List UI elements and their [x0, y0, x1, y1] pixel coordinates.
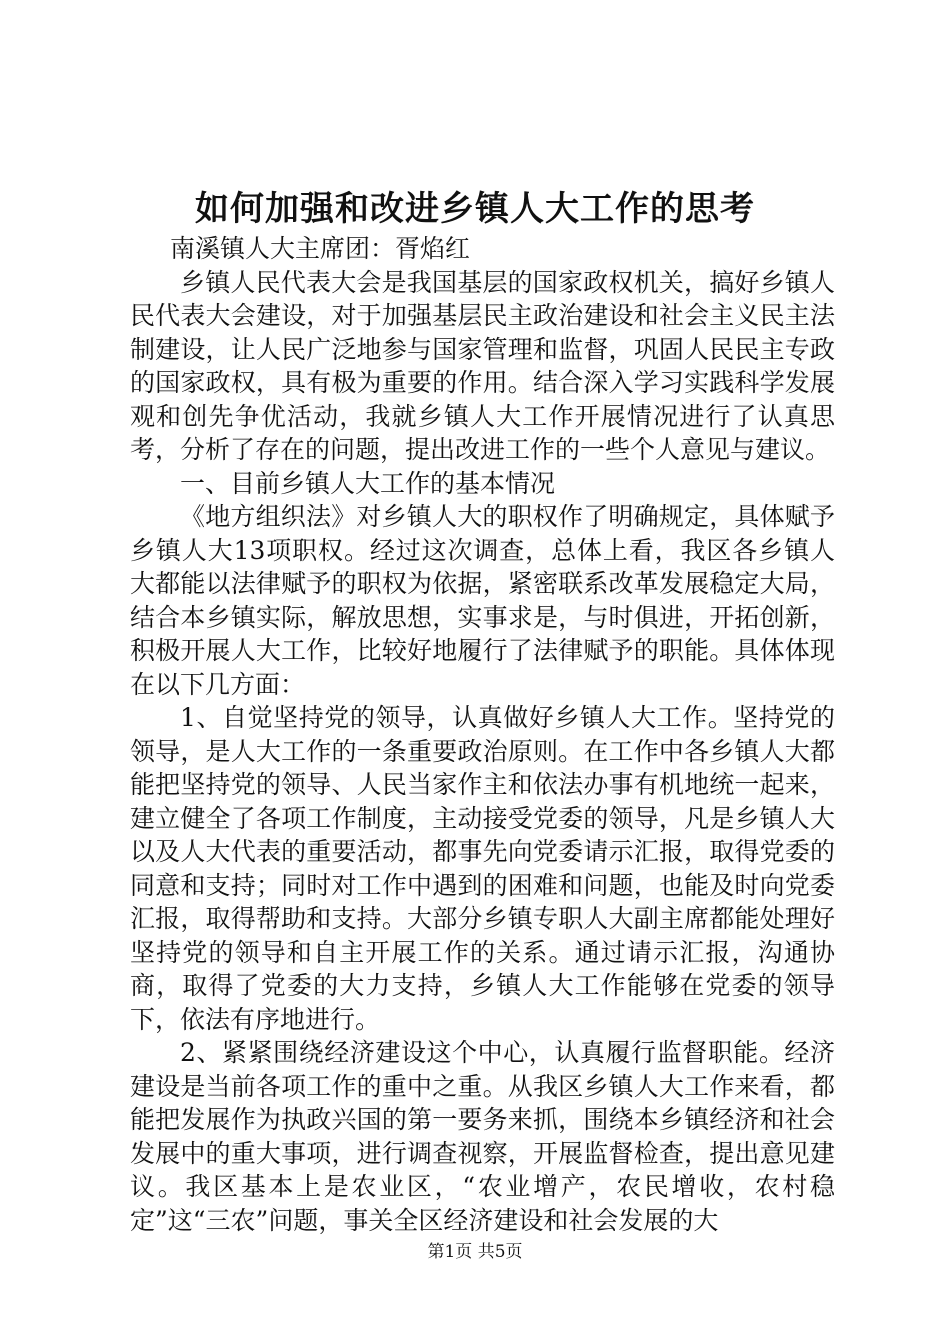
author-line: 南溪镇人大主席团：胥焰红 — [170, 234, 471, 263]
paragraph-point-2: 2、紧紧围绕经济建设这个中心，认真履行监督职能。经济建设是当前各项工作的重中之重。从我区乡镇人大工作来看，都能把发展作为执政兴国的第一要务来抓，围绕本乡镇经济和社会发展中的重大事项，进行调查视察，开展监督检查，提出意见建议。我区基本上是农业区，“农业增产，农民增收，农村稳定”这“三农”问题，事关全区经济建设和社会发展的大 — [130, 1038, 835, 1235]
section-heading: 一、目前乡镇人大工作的基本情况 — [180, 468, 556, 498]
document-body — [130, 232, 835, 1237]
paragraph-point-1: 1、自觉坚持党的领导，认真做好乡镇人大工作。坚持党的领导，是人大工作的一条重要政治原则。在工作中各乡镇人大都能把坚持党的领导、人民当家作主和依法办事有机地统一起来，建立健全了各项工作制度，主动接受党委的领导，凡是乡镇人大以及人大代表的重要活动，都事先向党委请示汇报，取得党委的同意和支持；同时对工作中遇到的困难和问题，也能及时向党委汇报，取得帮助和支持。大部分乡镇专职人大副主席都能处理好坚持党的领导和自主开展工作的关系。通过请示汇报，沟通协商，取得了党委的大力支持，乡镇人大工作能够在党委的领导下，依法有序地进行。 — [130, 703, 835, 1034]
paragraph-intro: 乡镇人民代表大会是我国基层的国家政权机关，搞好乡镇人民代表大会建设，对于加强基层民主政治建设和社会主义民主法制建设，让人民广泛地参与国家管理和监督，巩固人民民主专政的国家政权，具有极为重要的作用。结合深入学习实践科学发展观和创先争优活动，我就乡镇人大工作开展情况进行了认真思考，分析了存在的问题，提出改进工作的一些个人意见与建议。 — [130, 267, 835, 464]
document-title: 如何加强和改进乡镇人大工作的思考 — [195, 189, 755, 229]
paragraph-organization-law: 《地方组织法》对乡镇人大的职权作了明确规定，具体赋予乡镇人大13项职权。经过这次调查，总体上看，我区各乡镇人大都能以法律赋予的职权为依据，紧密联系改革发展稳定大局，结合本乡镇实际，解放思想，实事求是，与时俱进，开拓创新，积极开展人大工作，比较好地履行了法律赋予的职能。具体体现在以下几方面： — [130, 502, 835, 699]
page-footer: 第1页 共5页 — [427, 1242, 523, 1262]
